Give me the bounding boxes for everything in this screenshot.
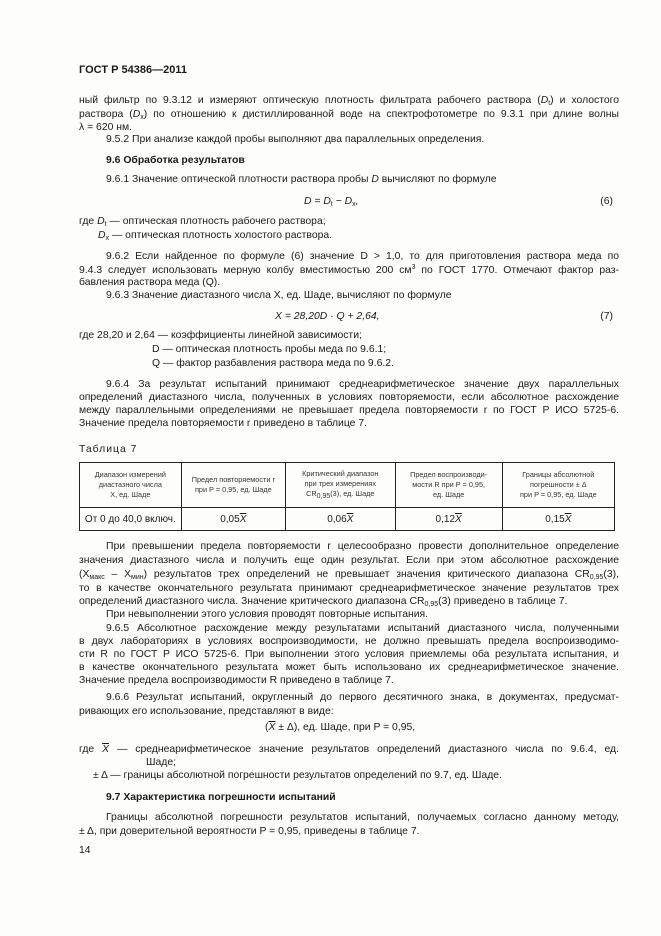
clause-9-5-2: 9.5.2 При анализе каждой пробы выполняют два параллельных определения. (106, 134, 485, 145)
formula-number-7: (7) (600, 311, 613, 322)
paragraph-line: между параллельными определениями не превышает предела повторяемости r по ГОСТ Р ИСО 5725-6. (79, 405, 619, 416)
paragraph-line: сти R по ГОСТ Р ИСО 5725-6. При выполнении этого условия приемлемы оба результата испытания, и (79, 649, 619, 660)
where-line: D — оптическая плотность пробы меда по 9.6.1; (152, 344, 387, 355)
table-header-cell: Критический диапазон при трех измерениях $CR_{0,95}(3)$, ед. Шаде (285, 463, 395, 508)
paragraph-line: определений диастазного числа. Значение критического диапазона $CR_{0,95}(3)$ приведено в таблице 7. (79, 596, 568, 608)
paragraph-line: 9.4.3 следует использовать мерную колбу вместимостью 200 $см^3$ по ГОСТ 1770. Отмечают фактор раз- (79, 264, 619, 276)
paragraph-line: ный фильтр по 9.3.12 и измеряют оптическую плотность фильтрата рабочего раствора $(D_t)$ и холостого (79, 95, 619, 107)
clause-9-6-1: 9.6.1 Значение оптической плотности раствора пробы D вычисляют по формуле (106, 174, 497, 185)
table-cell: $0,15\overline{X}$ (502, 508, 614, 531)
table-header-cell: Предел воспроизводи- мости R при P = 0,95, ед. Шаде (395, 463, 502, 508)
formula-6: $D = D_t - D_x$, (304, 196, 359, 208)
paragraph-line: $(X_{макс} - X_{мин})$ результатов трех определений не превышает значения критического диапазона $CR_{0,95}(3)$, (79, 569, 620, 581)
paragraph-line: При невыполнении этого условия проводят повторные испытания. (106, 609, 429, 620)
clause-9-6-2: 9.6.2 Если найденное по формуле (6) значение D > 1,0, то для приготовления раствора меда по (106, 251, 619, 262)
where-line: где $D_t$ — оптическая плотность рабочего раствора; (79, 216, 326, 228)
table-cell: От 0 до 40,0 включ. (80, 508, 182, 531)
paragraph-line: Значение предела воспроизводимости R приведено в таблице 7. (79, 675, 394, 686)
paragraph-line: ривающих его использование, представляют в виде: (79, 706, 334, 717)
page-number: 14 (79, 845, 91, 856)
formula-7: X = 28,20D · Q + 2,64, (275, 311, 380, 322)
clause-9-6-6: 9.6.6 Результат испытаний, округленный до первого десятичного знака, в документах, предусмат- (106, 692, 619, 703)
paragraph-line: значения диастазного числа и получить еще один результат. Если при этом абсолютное расхождение (79, 555, 619, 566)
paragraph-line: Значение предела повторяемости r приведено в таблице 7. (79, 418, 367, 429)
paragraph-line: Границы абсолютной погрешности результатов испытаний, получаемых согласно данному методу, (106, 812, 619, 823)
table-cell: $0,12\overline{X}$ (395, 508, 502, 531)
where-line: Q — фактор разбавления раствора меда по 9.6.2. (152, 358, 394, 369)
paragraph-line: то в качестве окончательного результата принимают среднеарифметическое значение результатов трех (79, 583, 619, 594)
paragraph-line: ± Δ, при доверительной вероятности P = 0,95, приведены в таблице 7. (79, 826, 420, 837)
where-line: Шаде; (146, 757, 177, 768)
section-heading-9-6: 9.6 Обработка результатов (106, 155, 245, 166)
paragraph-line: λ = 620 нм. (79, 122, 133, 133)
paragraph-line: в двух лабораториях в условиях воспроизводимости, не должно превышать предела воспроизводимо- (79, 636, 619, 647)
section-heading-9-7: 9.7 Характеристика погрешности испытаний (106, 792, 336, 803)
table-header-cell: Диапазон измерений диастазного числа X, ед. Шаде (80, 463, 182, 508)
paragraph-line: в качестве окончательного результата может быть использовано их среднеарифметическое значение. (79, 662, 619, 673)
table-header-cell: Границы абсолютной погрешности ± Δ при P = 0,95, ед. Шаде (502, 463, 614, 508)
paragraph-line: раствора $(D_x)$ по отношению к дистиллированной воде на спектрофотометре по 9.3.1 при длине волны (79, 109, 619, 121)
table-header-row (80, 463, 615, 508)
where-line: где 28,20 и 2,64 — коэффициенты линейной зависимости; (79, 330, 362, 341)
paragraph-line: При превышении предела повторяемости r целесообразно провести дополнительное определение (106, 541, 619, 552)
where-line: ± Δ — границы абсолютной погрешности результатов определений по 9.7, ед. Шаде. (93, 770, 502, 781)
clause-9-6-4: 9.6.4 За результат испытаний принимают среднеарифметическое значение двух параллельных (106, 379, 619, 390)
where-line: где $\overline{X}$ — среднеарифметическое значение результатов определений диастазного числа по 9.6.4, ед. (79, 744, 620, 755)
paragraph-line: бавления раствора меда (Q). (79, 277, 221, 288)
clause-9-6-3: 9.6.3 Значение диастазного числа X, ед. Шаде, вычисляют по формуле (106, 290, 452, 301)
clause-9-6-5: 9.6.5 Абсолютное расхождение между результатами испытаний диастазного числа, полученными (106, 623, 619, 634)
formula-number-6: (6) (600, 196, 613, 207)
result-formula: $(\overline{X} \pm \Delta)$, ед. Шаде, при P = 0,95, (265, 722, 416, 733)
table-7 (79, 462, 615, 531)
table-row (80, 508, 615, 531)
paragraph-line: определений диастазного числа, полученных в условиях повторяемости, если абсолютное расхождение (79, 392, 619, 403)
table-cell: $0,05\overline{X}$ (181, 508, 285, 531)
table-cell: $0,06\overline{X}$ (285, 508, 395, 531)
where-line: $D_x$ — оптическая плотность холостого раствора. (98, 230, 333, 242)
document-header: ГОСТ Р 54386—2011 (79, 64, 187, 76)
table-caption: Таблица 7 (79, 444, 138, 455)
table-header-cell: Предел повторяемости r при P = 0,95, ед. Шаде (181, 463, 285, 508)
